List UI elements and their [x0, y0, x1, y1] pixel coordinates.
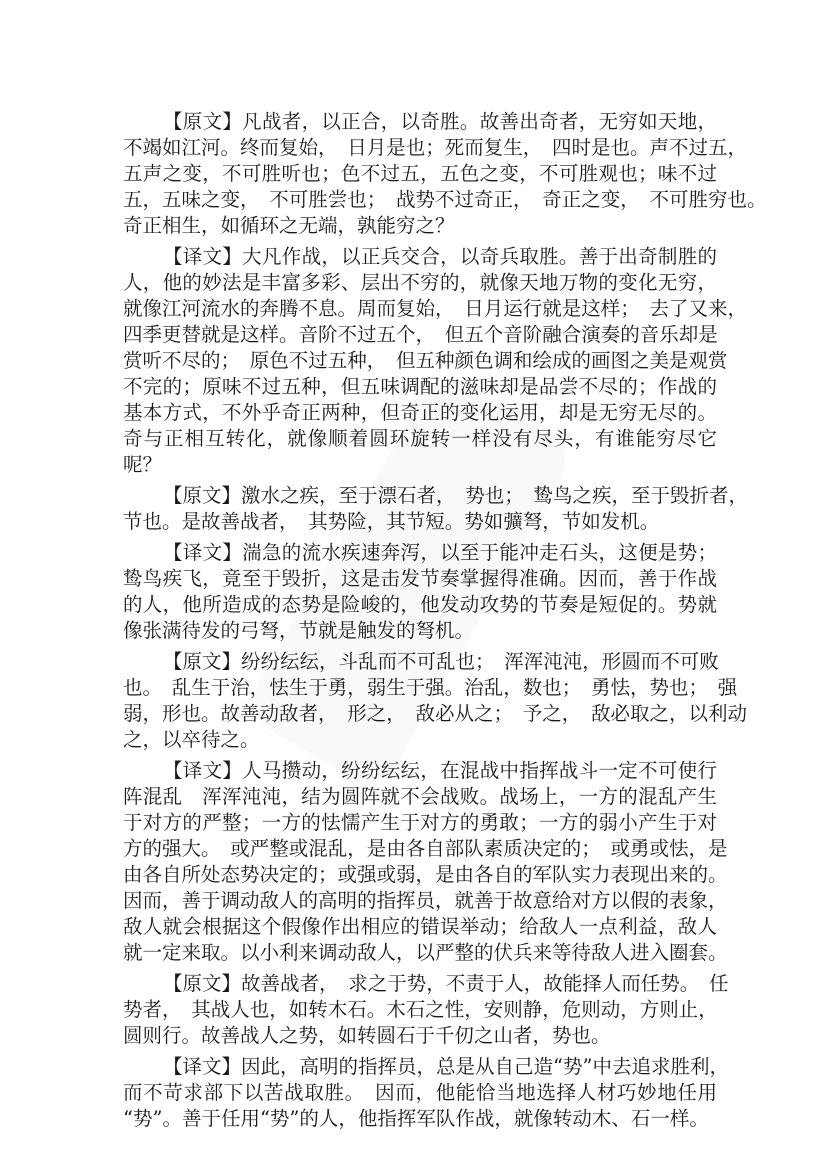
text-line: 【原文】凡战者，以正合，以奇胜。故善出奇者，无穷如天地， — [163, 110, 717, 133]
text-line: 节也。是故善战者， 其势险，其节短。势如彍弩，节如发机。 — [123, 510, 660, 533]
text-line: 基本方式，不外乎奇正两种，但奇正的变化运用，却是无穷无尽的。 — [123, 401, 717, 424]
original-text-paragraph — [123, 109, 767, 239]
text-line: 阵混乱 浑浑沌沌，结为圆阵就不会战败。战场上，一方的混乱产生 — [123, 785, 717, 808]
document-page — [123, 109, 767, 1137]
text-line: 敌人就会根据这个假像作出相应的错误举动；给敌人一点利益，敌人 — [123, 915, 717, 938]
text-line: 【原文】激水之疾，至于漂石者， 势也； 鸷鸟之疾，至于毁折者， — [163, 484, 749, 507]
text-line: 势者， 其战人也，如转木石。木石之性，安则静，危则动，方则止， — [123, 998, 718, 1021]
translation-paragraph — [123, 758, 728, 966]
text-line: 不竭如江河。终而复始， 日月是也；死而复生， 四时是也。声不过五， — [123, 136, 748, 159]
text-line: 由各自所处态势决定的；或强或弱，是由各自的军队实力表现出来的。 — [123, 863, 728, 886]
text-line: 【原文】纷纷纭纭，斗乱而不可乱也； 浑浑沌沌，形圆而不可败 — [163, 650, 719, 673]
text-line: 【原文】故善战者， 求之于势，不责于人，故能择人而任势。 任 — [163, 972, 729, 995]
text-line: 【译文】人马攒动，纷纷纭纭，在混战中指挥战斗一定不可使行 — [163, 759, 717, 782]
text-line: 像张满待发的弓弩，节就是触发的弩机。 — [123, 619, 475, 642]
text-line: 四季更替就是这样。音阶不过五个， 但五个音阶融合演奏的音乐却是 — [123, 323, 718, 346]
translation-paragraph — [123, 540, 717, 644]
text-line: 弱，形也。故善动敌者， 形之， 敌必从之； 予之， 敌必取之，以利动 — [123, 702, 748, 725]
text-line: 五，五味之变， 不可胜尝也； 战势不过奇正， 奇正之变， 不可胜穷也。 — [123, 188, 767, 211]
text-line: 奇与正相互转化，就像顺着圆环旋转一样没有尽头，有谁能穷尽它 — [123, 427, 717, 450]
text-line: 人，他的妙法是丰富多彩、层出不穷的，就像天地万物的变化无穷， — [123, 271, 717, 294]
text-line: 赏听不尽的； 原色不过五种， 但五种颜色调和绘成的画图之美是观赏 — [123, 349, 728, 372]
text-line: 五声之变，不可胜听也；色不过五，五色之变，不可胜观也；味不过 — [123, 162, 717, 185]
text-line: 因而，善于调动敌人的高明的指挥员，就善于故意给对方以假的表象， — [123, 889, 728, 912]
text-line: 奇正相生，如循环之无端，孰能穷之？ — [123, 214, 455, 237]
text-line: 就像江河流水的奔腾不息。周而复始， 日月运行就是这样； 去了又来， — [123, 297, 748, 320]
text-line: 不完的；原味不过五种，但五味调配的滋味却是品尝不尽的；作战的 — [123, 375, 717, 398]
text-line: 之，以卒待之。 — [123, 728, 260, 751]
text-line: 于对方的严整；一方的怯懦产生于对方的勇敢；一方的弱小产生于对 — [123, 811, 717, 834]
text-line: 鸷鸟疾飞，竟至于毁折，这是击发节奏掌握得准确。因而，善于作战 — [123, 567, 717, 590]
original-text-paragraph — [123, 971, 729, 1049]
text-line: 的人，他所造成的态势是险峻的，他发动攻势的节奏是短促的。势就 — [123, 593, 717, 616]
text-line: 【译文】因此，高明的指挥员，总是从自己造“势”中去追求胜利， — [163, 1055, 729, 1078]
text-line: 而不苛求部下以苦战取胜。 因而，他能恰当地选择人材巧妙地任用 — [123, 1081, 717, 1104]
text-line: 也。 乱生于治，怯生于勇，弱生于强。治乱，数也； 勇怯，势也； 强 — [123, 676, 738, 699]
original-text-paragraph — [123, 483, 749, 535]
text-line: 就一定来取。以小利来调动敌人，以严整的伏兵来等待敌人进入圈套。 — [123, 941, 728, 964]
text-line: 【译文】大凡作战，以正兵交合，以奇兵取胜。善于出奇制胜的 — [163, 245, 717, 268]
text-line: “势”。善于任用“势”的人，他指挥军队作战，就像转动木、石一样。 — [123, 1107, 709, 1130]
translation-paragraph — [123, 1054, 729, 1132]
text-line: 圆则行。故善战人之势，如转圆石于千仞之山者，势也。 — [123, 1024, 611, 1047]
text-line: 呢？ — [123, 453, 163, 476]
text-line: 【译文】湍急的流水疾速奔泻，以至于能冲走石头，这便是势； — [163, 541, 717, 564]
translation-paragraph — [123, 244, 748, 478]
text-line: 方的强大。 或严整或混乱，是由各自部队素质决定的； 或勇或怯，是 — [123, 837, 728, 860]
original-text-paragraph — [123, 649, 748, 753]
